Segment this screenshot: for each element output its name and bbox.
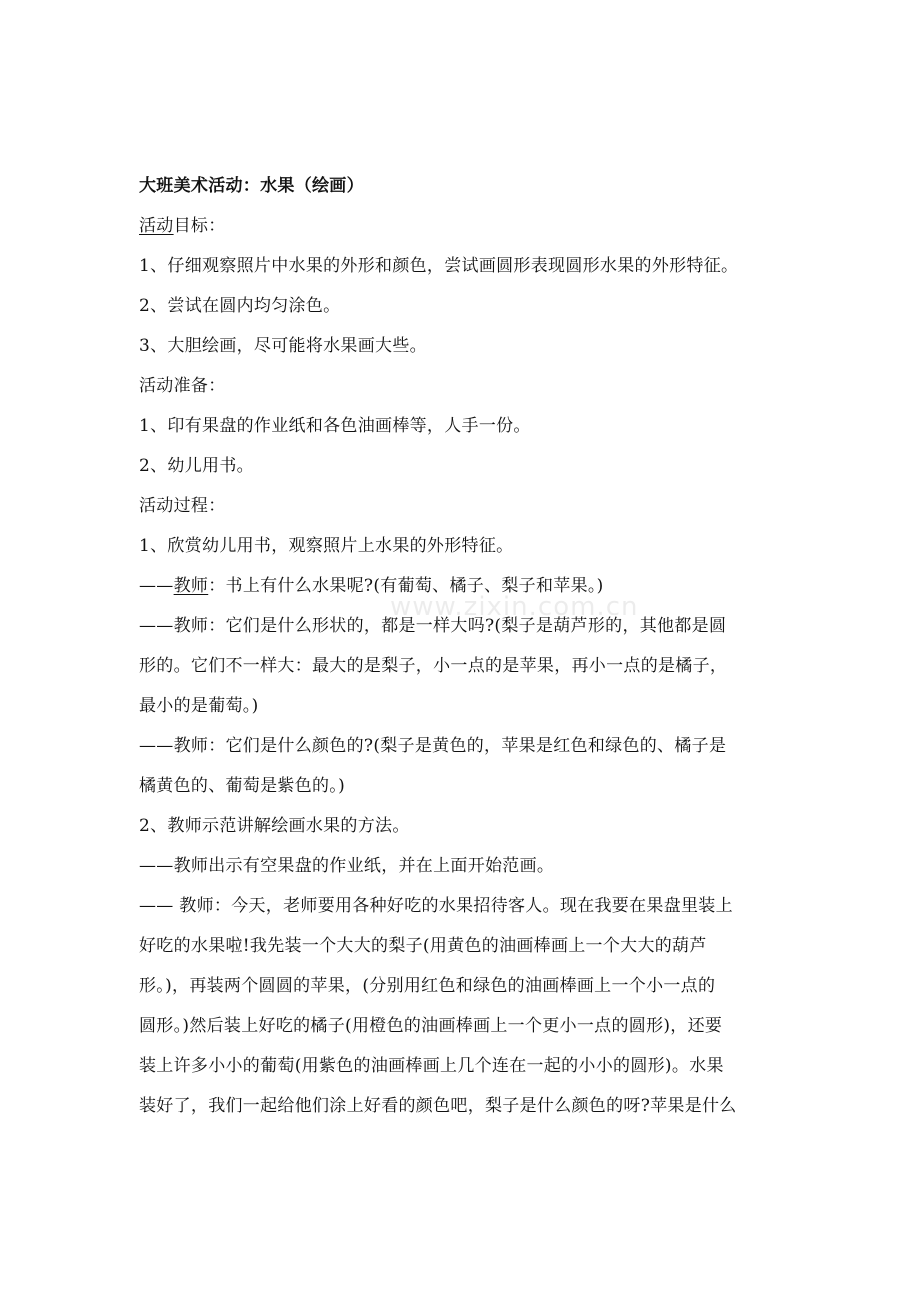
- dialogue-line: 装好了，我们一起给他们涂上好看的颜色吧，梨子是什么颜色的呀?苹果是什么: [139, 1096, 737, 1116]
- dialogue-line: ——教师：它们是什么颜色的?(梨子是黄色的，苹果是红色和绿色的、橘子是: [139, 736, 727, 756]
- dialogue-line: ——教师出示有空果盘的作业纸，并在上面开始范画。: [139, 856, 555, 876]
- dialogue-line: 橘黄色的、葡萄是紫色的。): [139, 776, 346, 796]
- goal-item: 3、大胆绘画，尽可能将水果画大些。: [139, 336, 427, 356]
- dialogue-text: ：书上有什么水果呢?(有葡萄、橘子、梨子和苹果。): [208, 576, 604, 596]
- prep-item: 2、幼儿用书。: [139, 456, 254, 476]
- process-step: 2、教师示范讲解绘画水果的方法。: [139, 816, 410, 836]
- dialogue-line: 形的。它们不一样大：最大的是梨子，小一点的是苹果，再小一点的是橘子，: [139, 656, 728, 676]
- dialogue-dash: ——: [139, 576, 174, 596]
- goal-item: 2、尝试在圆内均匀涂色。: [139, 296, 341, 316]
- watermark: www.zixin.com.cn: [390, 592, 639, 622]
- prep-item: 1、印有果盘的作业纸和各色油画棒等，人手一份。: [139, 416, 531, 436]
- dialogue-line: 最小的是葡萄。): [139, 696, 259, 716]
- document-title: 大班美术活动：水果（绘画）: [139, 176, 364, 196]
- dialogue-line: —— 教师：今天，老师要用各种好吃的水果招待客人。现在我要在果盘里装上: [139, 896, 733, 916]
- dialogue-line: 装上许多小小的葡萄(用紫色的油画棒画上几个连在一起的小小的圆形)。水果: [139, 1056, 724, 1076]
- dialogue-line: 形。)，再装两个圆圆的苹果，(分别用红色和绿色的油画棒画上一个小一点的: [139, 976, 716, 996]
- process-heading: 活动过程：: [139, 496, 226, 516]
- dialogue-speaker-underlined: 教师: [173, 576, 209, 596]
- dialogue-line: 圆形。)然后装上好吃的橘子(用橙色的油画棒画上一个更小一点的圆形)，还要: [139, 1016, 723, 1036]
- prep-heading: 活动准备：: [139, 376, 226, 396]
- goal-item: 1、仔细观察照片中水果的外形和颜色，尝试画圆形表现圆形水果的外形特征。: [139, 256, 739, 276]
- dialogue-line: 好吃的水果啦!我先装一个大大的梨子(用黄色的油画棒画上一个大大的葫芦: [139, 936, 707, 956]
- goals-heading-underlined: 活动: [139, 216, 174, 236]
- document-page: [139, 166, 789, 1126]
- goals-heading-rest: 目标：: [173, 216, 226, 236]
- process-step: 1、欣赏幼儿用书，观察照片上水果的外形特征。: [139, 536, 514, 556]
- goals-heading: [139, 206, 789, 246]
- dialogue-line: ——教师：它们是什么形状的，都是一样大吗?(梨子是葫芦形的，其他都是圆: [139, 616, 727, 636]
